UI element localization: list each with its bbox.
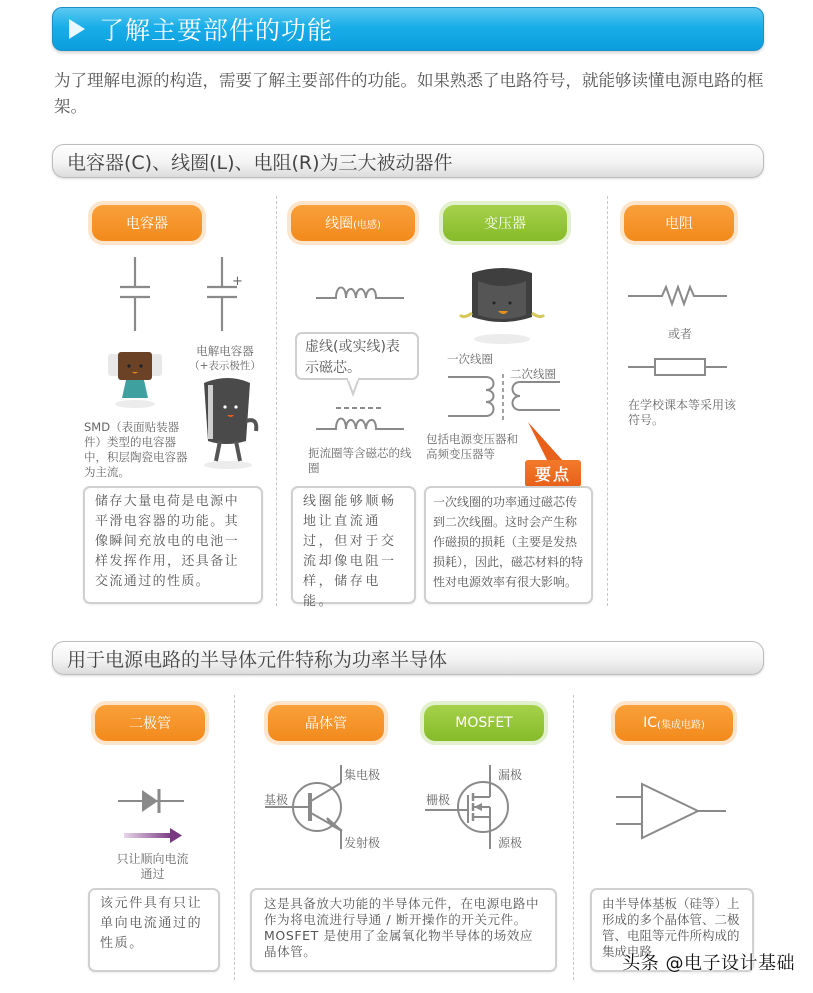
source-label: 源极 [498,836,523,850]
electrolytic-note: （+表示极性） [189,360,261,372]
drain-label: 漏极 [498,768,523,782]
or-label: 或者 [668,327,693,341]
ic-pill [615,705,733,741]
section-header-semiconductor [52,641,764,675]
diode-symbol-icon [118,787,186,815]
core-bubble: 虚线(或实线)表示磁芯。 [295,332,419,380]
pill-label: 线圈 [325,216,354,232]
pill-label: 电阻 [665,216,693,232]
inductor-symbol-icon [316,280,406,308]
section-header-passive [52,144,764,178]
secondary-coil-label: 二次线圈 [510,367,556,381]
transistor-pill [268,705,384,741]
pill-sublabel: (集成电路) [657,719,705,731]
emitter-label: 发射极 [344,836,381,850]
core-note: 扼流圈等含磁芯的线圈 [308,446,412,475]
transformer-pill [443,205,567,241]
keypoint-badge: 要点 [525,460,581,487]
capacitor-pill [92,205,202,241]
resistor-zigzag-symbol-icon [628,284,728,306]
page-title: 了解主要部件的功能 [99,16,334,45]
inductor-pill [291,205,415,241]
forward-current-arrow-icon [124,828,184,844]
section-title: 用于电源电路的半导体元件特称为功率半导体 [67,648,448,671]
mosfet-pill [424,705,544,741]
play-triangle-icon [69,19,85,39]
smd-note: SMD（表面贴装器件）类型的电容器中，积层陶瓷电容器为主流。 [84,420,188,479]
smd-capacitor-character-icon [108,350,163,408]
capacitor-description-box: 储存大量电荷是电源中平滑电容器的功能。其像瞬间充放电的电池一样发挥作用，还具备让交流通过的性质。 [83,486,263,604]
title-banner [52,7,764,51]
amplifier-ic-symbol-icon [616,782,728,842]
section-title: 电容器(C)、线圈(L)、电阻(R)为三大被动器件 [67,151,453,174]
electrolytic-label [185,344,265,374]
column-divider [234,695,235,980]
diode-pill [95,705,205,741]
pill-label: 变压器 [484,216,526,232]
electrolytic-title: 电解电容器 [196,344,254,358]
pill-sublabel: (电感) [353,219,381,231]
transformer-character-icon [458,265,548,345]
capacitor-symbol-icon [112,255,152,335]
pill-label: 二极管 [129,716,171,732]
bubble-tail-icon [345,378,365,398]
resistor-box-symbol-icon [628,357,728,377]
intro-paragraph: 为了理解电源的构造，需要了解主要部件的功能。如果熟悉了电路符号，就能够读懂电源电路的框架。 [54,71,764,116]
column-divider [573,695,574,980]
transformer-symbol-icon [448,372,563,422]
collector-label: 集电极 [344,768,381,782]
transistor-description-box: 这是具备放大功能的半导体元件，在电源电路中作为将电流进行导通 / 断开操作的开关元件。MOSFET 是使用了金属氧化物半导体的场效应晶体管。 [250,888,557,972]
ic-description-box: 由半导体基板（硅等）上形成的多个晶体管、二极管、电阻等元件所构成的集成电路 [590,888,754,972]
resistor-pill [624,205,734,241]
watermark: 头条 @电子设计基础 [622,953,795,974]
column-divider [276,196,277,606]
gate-label: 栅极 [426,793,451,807]
cored-inductor-symbol-icon [316,405,406,437]
electrolytic-capacitor-symbol-icon [198,255,243,335]
pill-label: 电容器 [126,216,168,232]
resistor-note: 在学校课本等采用该符号。 [628,398,737,427]
pill-label: 晶体管 [305,716,347,732]
base-label: 基极 [264,793,289,807]
pill-label: MOSFET [455,715,513,731]
diode-arrow-note: 只让顺向电流通过 [116,852,189,881]
column-divider [607,196,608,606]
electrolytic-capacitor-character-icon [198,375,260,470]
keypoint-pointer-icon [526,422,566,464]
inductor-description-box: 线圈能够顺畅地让直流通过，但对于交流却像电阻一样，储存电能。 [291,486,416,604]
plus-sign: + [232,274,243,289]
transformer-note: 包括电源变压器和高频变压器等 [426,432,518,461]
diode-description-box: 该元件具有只让单向电流通过的性质。 [88,888,220,972]
transformer-description-box: 一次线圈的功率通过磁芯传到二次线圈。这时会产生称作磁损的损耗（主要是发热损耗），因此，磁芯材料的特性对电源效率有很大影响。 [424,486,593,604]
pill-label: IC [643,715,658,731]
primary-coil-label: 一次线圈 [447,352,493,366]
